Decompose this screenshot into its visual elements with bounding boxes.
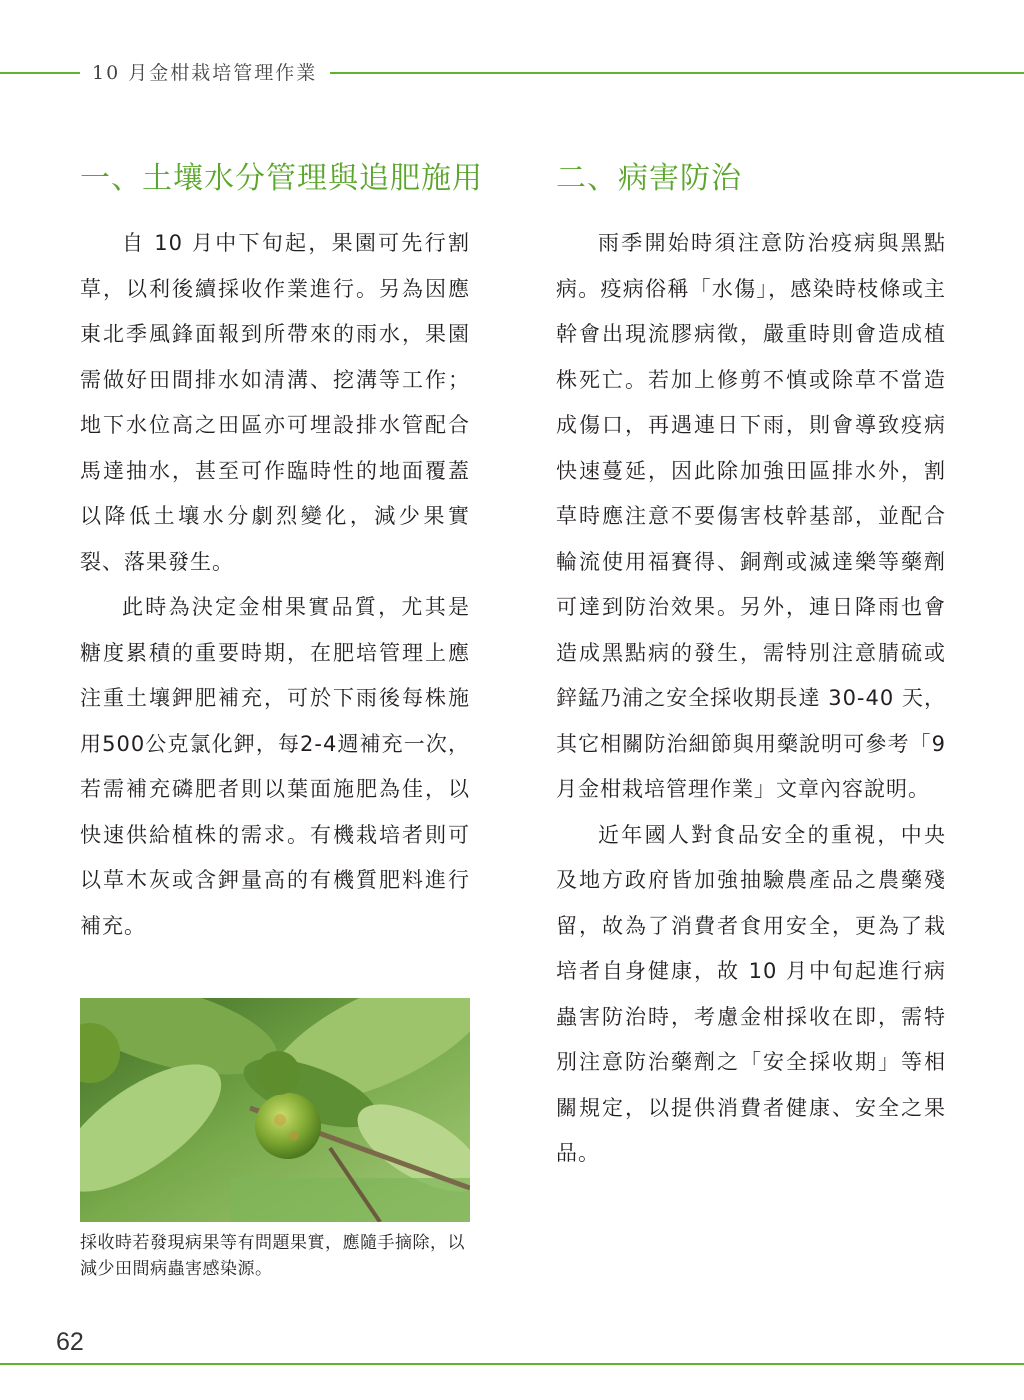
section-heading-disease: 二、病害防治 [556, 161, 742, 196]
kumquat-leaves-illustration [80, 998, 470, 1222]
page-number: 62 [56, 1328, 84, 1356]
left-column [80, 155, 483, 949]
running-header-title: 10 月金柑栽培管理作業 [92, 62, 318, 84]
photo-caption: 採收時若發現病果等有問題果實，應隨手摘除，以減少田間病蟲害感染源。 [80, 1233, 465, 1279]
header-rule-left [0, 72, 80, 74]
section-heading-soil: 一、土壤水分管理與追肥施用 [80, 161, 483, 196]
paragraph: 自 10 月中下旬起，果園可先行割草，以利後續採收作業進行。另為因應東北季風鋒面報到所帶來的雨水，果園需做好田間排水如清溝、挖溝等工作；地下水位高之田區亦可埋設排水管配合馬達抽水，甚至可作臨時性的地面覆蓋以降低土壤水分劇烈變化，減少果實裂、落果發生。 [80, 231, 470, 574]
kumquat-photo [80, 998, 470, 1222]
right-column [556, 155, 946, 1177]
paragraph: 近年國人對食品安全的重視，中央及地方政府皆加強抽驗農產品之農藥殘留，故為了消費者食用安全，更為了栽培者自身健康，故 10 月中旬起進行病蟲害防治時，考慮金柑採收在即，需特別注意防治藥劑之「安全採收期」等相關規定，以提供消費者健康、安全之果品。 [556, 822, 946, 1165]
footer-rule [0, 1363, 1024, 1365]
paragraph: 此時為決定金柑果實品質，尤其是糖度累積的重要時期，在肥培管理上應注重土壤鉀肥補充，可於下雨後每株施用500公克氯化鉀，每2-4週補充一次，若需補充磷肥者則以葉面施肥為佳，以快速供給植株的需求。有機栽培者則可以草木灰或含鉀量高的有機質肥料進行補充。 [80, 595, 470, 938]
paragraph: 雨季開始時須注意防治疫病與黑點病。疫病俗稱「水傷」，感染時枝條或主幹會出現流膠病徵，嚴重時則會造成植株死亡。若加上修剪不慎或除草不當造成傷口，再遇連日下雨，則會導致疫病快速蔓延，因此除加強田區排水外，割草時應注意不要傷害枝幹基部，並配合輪流使用福賽得、銅劑或滅達樂等藥劑可達到防治效果。另外，連日降雨也會造成黑點病的發生，需特別注意腈硫或鋅錳乃浦之安全採收期長達 30-40 天，其它相關防治細節與用藥說明可參考「9 月金柑栽培管理作業」文章內容說明。 [556, 231, 946, 801]
header-rule-right [330, 72, 1024, 74]
